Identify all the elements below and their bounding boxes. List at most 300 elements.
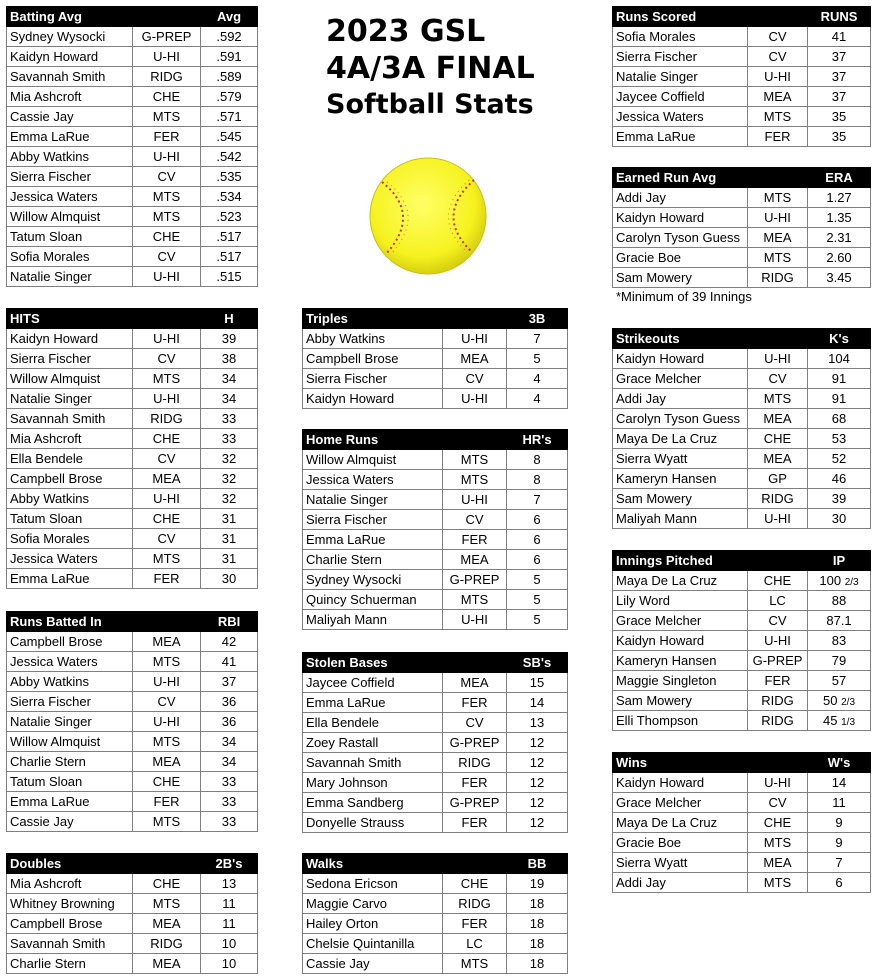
- player-name: Chelsie Quintanilla: [303, 934, 443, 954]
- team-code: FER: [133, 792, 201, 812]
- stat-value: .545: [201, 127, 258, 147]
- stat-value: .515: [201, 267, 258, 287]
- stat-whole: 45: [823, 713, 838, 728]
- stat-value: 39: [808, 489, 871, 509]
- player-name: Sierra Fischer: [7, 167, 133, 187]
- player-name: Sofia Morales: [7, 247, 133, 267]
- table-row: [303, 510, 568, 530]
- table-title: Runs Scored: [613, 7, 808, 27]
- table-row: [613, 711, 871, 731]
- team-code: FER: [443, 813, 507, 833]
- team-code: FER: [748, 671, 808, 691]
- stat-value: .592: [201, 27, 258, 47]
- walks-table: [302, 853, 568, 974]
- table-title: Wins: [613, 753, 808, 773]
- table-row: [613, 509, 871, 529]
- player-name: Grace Melcher: [613, 369, 748, 389]
- table-row: [7, 187, 258, 207]
- team-code: MEA: [748, 853, 808, 873]
- player-name: Emma LaRue: [7, 127, 133, 147]
- stat-value: [808, 691, 871, 711]
- player-name: Grace Melcher: [613, 793, 748, 813]
- player-name: Maya De La Cruz: [613, 813, 748, 833]
- team-code: RIDG: [133, 934, 201, 954]
- team-code: MTS: [133, 732, 201, 752]
- player-name: Zoey Rastall: [303, 733, 443, 753]
- player-name: Sierra Wyatt: [613, 449, 748, 469]
- table-row: [613, 228, 871, 248]
- table-title: Batting Avg: [7, 7, 201, 27]
- rbi-table: [6, 611, 258, 832]
- stat-value: 38: [201, 349, 258, 369]
- player-name: Sydney Wysocki: [303, 570, 443, 590]
- table-row: [7, 874, 258, 894]
- stat-value: 5: [507, 349, 568, 369]
- table-row: [613, 489, 871, 509]
- table-row: [613, 87, 871, 107]
- player-name: Sierra Fischer: [303, 369, 443, 389]
- stat-value: 52: [808, 449, 871, 469]
- team-code: U-HI: [443, 490, 507, 510]
- table-row: [613, 389, 871, 409]
- table-row: [303, 773, 568, 793]
- stat-value: 68: [808, 409, 871, 429]
- column-header: SB's: [507, 653, 568, 673]
- table-row: [303, 934, 568, 954]
- table-row: [7, 449, 258, 469]
- player-name: Jaycee Coffield: [303, 673, 443, 693]
- stat-value: 39: [201, 329, 258, 349]
- stat-value: 42: [201, 632, 258, 652]
- player-name: Charlie Stern: [7, 752, 133, 772]
- stat-value: 41: [201, 652, 258, 672]
- column-header: 3B: [507, 309, 568, 329]
- player-name: Ella Bendele: [303, 713, 443, 733]
- stat-value: 33: [201, 409, 258, 429]
- table-row: [613, 449, 871, 469]
- table-row: [613, 208, 871, 228]
- team-code: CV: [748, 47, 808, 67]
- stat-fraction: 1/3: [841, 717, 856, 728]
- table-row: [7, 894, 258, 914]
- table-row: [7, 47, 258, 67]
- table-row: [613, 107, 871, 127]
- team-code: MEA: [133, 954, 201, 974]
- player-name: Willow Almquist: [7, 207, 133, 227]
- team-code: MTS: [133, 894, 201, 914]
- team-code: RIDG: [748, 489, 808, 509]
- player-name: Sierra Fischer: [7, 349, 133, 369]
- player-name: Jessica Waters: [7, 549, 133, 569]
- column-header: W's: [808, 753, 871, 773]
- stat-value: 88: [808, 591, 871, 611]
- team-code: U-HI: [443, 610, 507, 630]
- player-name: Jaycee Coffield: [613, 87, 748, 107]
- team-code: CV: [748, 793, 808, 813]
- table-title: Earned Run Avg: [613, 168, 808, 188]
- player-name: Kaidyn Howard: [7, 47, 133, 67]
- stat-value: 104: [808, 349, 871, 369]
- team-code: CHE: [748, 429, 808, 449]
- stat-value: 14: [507, 693, 568, 713]
- team-code: MTS: [443, 470, 507, 490]
- team-code: G-PREP: [443, 570, 507, 590]
- player-name: Kaidyn Howard: [303, 389, 443, 409]
- stat-value: 41: [808, 27, 871, 47]
- stat-value: 6: [507, 550, 568, 570]
- table-row: [7, 147, 258, 167]
- table-row: [613, 631, 871, 651]
- stat-value: 32: [201, 469, 258, 489]
- table-row: [613, 833, 871, 853]
- team-code: CV: [133, 529, 201, 549]
- player-name: Sofia Morales: [613, 27, 748, 47]
- table-row: [613, 591, 871, 611]
- player-name: Savannah Smith: [7, 409, 133, 429]
- table-row: [613, 469, 871, 489]
- player-name: Willow Almquist: [7, 732, 133, 752]
- stat-value: 18: [507, 914, 568, 934]
- stat-value: 11: [201, 894, 258, 914]
- table-row: [7, 369, 258, 389]
- table-row: [303, 570, 568, 590]
- stat-value: 31: [201, 509, 258, 529]
- page-title-line-2: 4A/3A FINAL: [326, 51, 535, 86]
- stat-value: 37: [808, 47, 871, 67]
- table-title: Innings Pitched: [613, 551, 808, 571]
- player-name: Kaidyn Howard: [613, 208, 748, 228]
- table-row: [7, 632, 258, 652]
- team-code: CV: [133, 247, 201, 267]
- stat-value: 1.27: [808, 188, 871, 208]
- player-name: Emma LaRue: [303, 693, 443, 713]
- stat-value: 34: [201, 389, 258, 409]
- player-name: Elli Thompson: [613, 711, 748, 731]
- table-row: [303, 349, 568, 369]
- stat-value: 5: [507, 610, 568, 630]
- table-row: [613, 47, 871, 67]
- team-code: CV: [133, 692, 201, 712]
- table-row: [7, 127, 258, 147]
- table-row: [303, 369, 568, 389]
- stat-value: 19: [507, 874, 568, 894]
- table-row: [7, 934, 258, 954]
- table-row: [613, 349, 871, 369]
- player-name: Abby Watkins: [303, 329, 443, 349]
- player-name: Kameryn Hansen: [613, 651, 748, 671]
- stat-value: 87.1: [808, 611, 871, 631]
- table-row: [303, 470, 568, 490]
- player-name: Sedona Ericson: [303, 874, 443, 894]
- column-header: IP: [808, 551, 871, 571]
- team-code: CV: [443, 369, 507, 389]
- player-name: Sofia Morales: [7, 529, 133, 549]
- team-code: MEA: [748, 228, 808, 248]
- team-code: MTS: [133, 369, 201, 389]
- column-header: ERA: [808, 168, 871, 188]
- team-code: MTS: [443, 954, 507, 974]
- table-row: [613, 773, 871, 793]
- stat-value: 53: [808, 429, 871, 449]
- table-row: [613, 813, 871, 833]
- player-name: Abby Watkins: [7, 147, 133, 167]
- stat-value: 35: [808, 107, 871, 127]
- stat-value: 4: [507, 389, 568, 409]
- player-name: Tatum Sloan: [7, 227, 133, 247]
- stat-value: 11: [201, 914, 258, 934]
- wins-table: [612, 752, 871, 893]
- stat-fraction: 2/3: [841, 697, 856, 708]
- stat-value: 7: [808, 853, 871, 873]
- table-row: [7, 772, 258, 792]
- table-title: Strikeouts: [613, 329, 808, 349]
- table-row: [7, 87, 258, 107]
- team-code: MEA: [133, 914, 201, 934]
- stat-value: 79: [808, 651, 871, 671]
- team-code: RIDG: [748, 691, 808, 711]
- table-row: [7, 812, 258, 832]
- team-code: FER: [133, 127, 201, 147]
- player-name: Maya De La Cruz: [613, 571, 748, 591]
- player-name: Addi Jay: [613, 188, 748, 208]
- table-row: [303, 693, 568, 713]
- team-code: CV: [133, 449, 201, 469]
- stat-value: 35: [808, 127, 871, 147]
- player-name: Lily Word: [613, 591, 748, 611]
- player-name: Natalie Singer: [613, 67, 748, 87]
- team-code: G-PREP: [443, 733, 507, 753]
- player-name: Savannah Smith: [7, 934, 133, 954]
- player-name: Savannah Smith: [7, 67, 133, 87]
- team-code: U-HI: [133, 389, 201, 409]
- team-code: MEA: [748, 87, 808, 107]
- table-row: [303, 954, 568, 974]
- table-row: [7, 732, 258, 752]
- stat-value: 8: [507, 470, 568, 490]
- player-name: Charlie Stern: [303, 550, 443, 570]
- stat-value: 46: [808, 469, 871, 489]
- team-code: CV: [133, 349, 201, 369]
- player-name: Whitney Browning: [7, 894, 133, 914]
- team-code: MTS: [443, 450, 507, 470]
- player-name: Natalie Singer: [7, 267, 133, 287]
- table-row: [7, 652, 258, 672]
- table-row: [303, 673, 568, 693]
- runs-scored-table: [612, 6, 871, 147]
- table-row: [613, 248, 871, 268]
- stat-value: 18: [507, 954, 568, 974]
- team-code: U-HI: [133, 329, 201, 349]
- table-row: [613, 409, 871, 429]
- team-code: CHE: [133, 227, 201, 247]
- player-name: Kaidyn Howard: [613, 773, 748, 793]
- innings-pitched-table: [612, 550, 871, 731]
- stat-whole: 100: [819, 573, 842, 588]
- stat-value: 12: [507, 753, 568, 773]
- player-name: Natalie Singer: [7, 389, 133, 409]
- stat-value: .571: [201, 107, 258, 127]
- team-code: U-HI: [133, 267, 201, 287]
- stat-value: 6: [507, 530, 568, 550]
- stat-value: 11: [808, 793, 871, 813]
- stat-value: 14: [808, 773, 871, 793]
- team-code: U-HI: [748, 631, 808, 651]
- table-row: [613, 127, 871, 147]
- table-row: [613, 651, 871, 671]
- table-row: [7, 469, 258, 489]
- table-row: [7, 27, 258, 47]
- table-row: [7, 692, 258, 712]
- stat-value: 32: [201, 449, 258, 469]
- team-code: U-HI: [443, 329, 507, 349]
- table-row: [7, 389, 258, 409]
- stat-value: 5: [507, 570, 568, 590]
- player-name: Kameryn Hansen: [613, 469, 748, 489]
- stat-value: .589: [201, 67, 258, 87]
- player-name: Grace Melcher: [613, 611, 748, 631]
- team-code: U-HI: [748, 208, 808, 228]
- team-code: MEA: [748, 449, 808, 469]
- stat-value: 34: [201, 369, 258, 389]
- stat-value: 37: [201, 672, 258, 692]
- stat-value: 12: [507, 773, 568, 793]
- team-code: CHE: [133, 874, 201, 894]
- table-row: [7, 509, 258, 529]
- home-runs-table: [302, 429, 568, 630]
- team-code: RIDG: [748, 711, 808, 731]
- team-code: MEA: [443, 673, 507, 693]
- team-code: FER: [443, 914, 507, 934]
- table-row: [613, 369, 871, 389]
- strikeouts-table: [612, 328, 871, 529]
- stat-value: 83: [808, 631, 871, 651]
- team-code: U-HI: [133, 47, 201, 67]
- player-name: Jessica Waters: [7, 652, 133, 672]
- player-name: Charlie Stern: [7, 954, 133, 974]
- stat-value: .517: [201, 227, 258, 247]
- player-name: Tatum Sloan: [7, 772, 133, 792]
- softball-icon: [360, 150, 496, 286]
- table-row: [7, 329, 258, 349]
- stat-value: 5: [507, 590, 568, 610]
- stat-value: 34: [201, 732, 258, 752]
- player-name: Kaidyn Howard: [613, 349, 748, 369]
- table-row: [303, 874, 568, 894]
- stat-value: 6: [507, 510, 568, 530]
- player-name: Addi Jay: [613, 389, 748, 409]
- player-name: Willow Almquist: [7, 369, 133, 389]
- column-header: RUNS: [808, 7, 871, 27]
- stat-value: 12: [507, 733, 568, 753]
- player-name: Sydney Wysocki: [7, 27, 133, 47]
- table-row: [7, 489, 258, 509]
- table-row: [7, 247, 258, 267]
- player-name: Savannah Smith: [303, 753, 443, 773]
- team-code: MTS: [748, 833, 808, 853]
- player-name: Sam Mowery: [613, 691, 748, 711]
- player-name: Maggie Carvo: [303, 894, 443, 914]
- table-row: [7, 429, 258, 449]
- player-name: Abby Watkins: [7, 672, 133, 692]
- table-title: Home Runs: [303, 430, 507, 450]
- player-name: Emma LaRue: [7, 569, 133, 589]
- table-row: [613, 671, 871, 691]
- player-name: Sierra Fischer: [613, 47, 748, 67]
- stat-value: 13: [507, 713, 568, 733]
- team-code: U-HI: [748, 349, 808, 369]
- table-row: [303, 713, 568, 733]
- team-code: MTS: [133, 652, 201, 672]
- player-name: Sierra Fischer: [303, 510, 443, 530]
- stat-value: 2.60: [808, 248, 871, 268]
- column-header: RBI: [201, 612, 258, 632]
- team-code: MEA: [133, 632, 201, 652]
- hits-table: [6, 308, 258, 589]
- team-code: CHE: [133, 772, 201, 792]
- batting-avg-table: [6, 6, 258, 287]
- table-row: [7, 712, 258, 732]
- team-code: MTS: [133, 207, 201, 227]
- column-header: HR's: [507, 430, 568, 450]
- player-name: Kaidyn Howard: [613, 631, 748, 651]
- table-row: [303, 490, 568, 510]
- team-code: LC: [748, 591, 808, 611]
- table-row: [7, 267, 258, 287]
- doubles-table: [6, 853, 258, 974]
- team-code: CV: [443, 510, 507, 530]
- table-row: [303, 389, 568, 409]
- table-row: [613, 67, 871, 87]
- player-name: Mia Ashcroft: [7, 874, 133, 894]
- player-name: Jessica Waters: [613, 107, 748, 127]
- player-name: Willow Almquist: [303, 450, 443, 470]
- team-code: G-PREP: [748, 651, 808, 671]
- player-name: Jessica Waters: [303, 470, 443, 490]
- player-name: Mia Ashcroft: [7, 429, 133, 449]
- team-code: MTS: [748, 389, 808, 409]
- team-code: CV: [748, 369, 808, 389]
- team-code: FER: [748, 127, 808, 147]
- team-code: GP: [748, 469, 808, 489]
- team-code: MTS: [443, 590, 507, 610]
- stat-value: 4: [507, 369, 568, 389]
- player-name: Quincy Schuerman: [303, 590, 443, 610]
- table-title: HITS: [7, 309, 201, 329]
- stat-value: 37: [808, 67, 871, 87]
- team-code: U-HI: [748, 509, 808, 529]
- table-row: [613, 611, 871, 631]
- table-row: [613, 691, 871, 711]
- player-name: Gracie Boe: [613, 833, 748, 853]
- table-row: [303, 550, 568, 570]
- player-name: Carolyn Tyson Guess: [613, 228, 748, 248]
- table-title: Stolen Bases: [303, 653, 507, 673]
- table-row: [613, 793, 871, 813]
- player-name: Mary Johnson: [303, 773, 443, 793]
- table-row: [7, 227, 258, 247]
- player-name: Campbell Brose: [7, 469, 133, 489]
- player-name: Jessica Waters: [7, 187, 133, 207]
- player-name: Campbell Brose: [303, 349, 443, 369]
- table-row: [7, 914, 258, 934]
- table-title: Triples: [303, 309, 507, 329]
- table-title: Doubles: [7, 854, 201, 874]
- team-code: U-HI: [133, 712, 201, 732]
- table-row: [303, 753, 568, 773]
- table-row: [303, 813, 568, 833]
- stat-value: 37: [808, 87, 871, 107]
- player-name: Maliyah Mann: [613, 509, 748, 529]
